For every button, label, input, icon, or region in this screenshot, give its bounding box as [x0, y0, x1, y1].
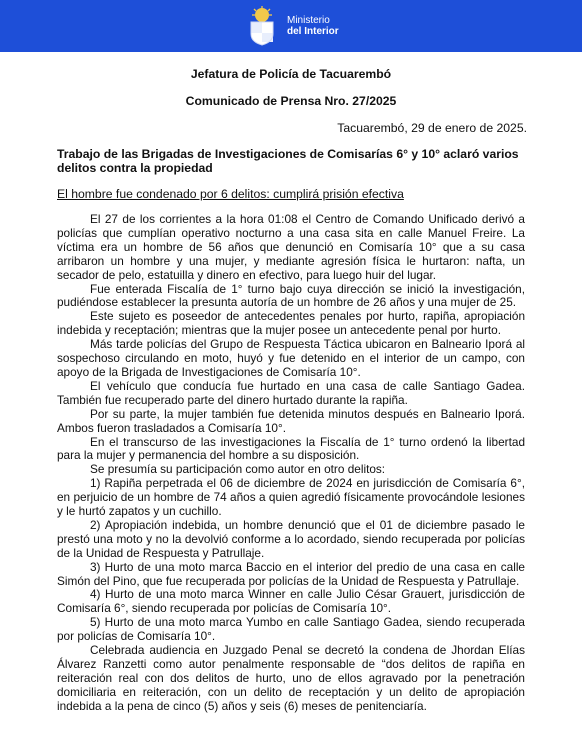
list-item: 2) Apropiación indebida, un hombre denunció que el 01 de diciembre pasado le prestó una moto y no la devolvió conforme a lo acordado, siendo recuperada por policías de la Unidad de Respuesta y Patrullaje.	[57, 517, 525, 560]
uruguay-coat-of-arms-icon	[245, 6, 279, 46]
header-banner	[0, 0, 582, 52]
body-text	[57, 213, 525, 714]
paragraph: El 27 de los corrientes a la hora 01:08 el Centro de Comando Unificado derivó a policías que cumplían operativo nocturno a una casa sita en calle Manuel Freire. La víctima era un hombre de 56 años que denunció en Comisaría 10° que a su casa arribaron un hombre y una mujer, y mediante agresión física le hurtaron: nafta, un secador de pelo, estatuilla y dinero en efectivo, para luego huir del lugar.	[57, 212, 525, 282]
paragraph: El vehículo que conducía fue hurtado en una casa de calle Santiago Gadea. También fue recuperado parte del dinero hurtado durante la rapiña.	[57, 378, 525, 407]
paragraph: Por su parte, la mujer también fue detenida minutos después en Balneario Iporá. Ambos fueron trasladados a Comisaría 10°.	[57, 406, 525, 435]
paragraph: Este sujeto es poseedor de antecedentes penales por hurto, rapiña, apropiación indebida y receptación; mientras que la mujer posee un antecedente penal por hurto.	[57, 309, 525, 338]
subtitle: El hombre fue condenado por 6 delitos: cumplirá prisión efectiva	[57, 187, 404, 201]
paragraph: Se presumía su participación como autor en otro delitos:	[90, 462, 386, 477]
place-date: Tacuarembó, 29 de enero de 2025.	[337, 121, 527, 135]
paragraph: En el transcurso de las investigaciones la Fiscalía de 1° turno ordenó la libertad para la mujer y permanencia del hombre a su disposición.	[57, 434, 525, 463]
paragraph: Celebrada audiencia en Juzgado Penal se decretó la condena de Jhordan Elías Álvarez Ranzetti como autor penalmente responsable de “dos delitos de rapiña en reiteración real con dos delitos de hurto, uno de ellos agravado por la penetración domiciliaria en reiteración, con un delito de receptación y un delito de apropiación indebida a la pena de cinco (5) años y seis (6) meses de penitenciaría.	[57, 643, 525, 713]
list-item: 4) Hurto de una moto marca Winner en calle Julio César Grauert, jurisdicción de Comisaría 6°, siendo recuperada por policías de Comisaría 10°.	[57, 587, 525, 616]
office-title: Jefatura de Policía de Tacuarembó	[190, 67, 392, 81]
ministry-logo-text	[287, 15, 339, 37]
ministry-line-1: Ministerio	[287, 15, 330, 26]
list-item: 3) Hurto de una moto marca Baccio en el interior del predio de una casa en calle Simón del Pino, que fue recuperada por policías de la Unidad de Respuesta y Patrullaje.	[57, 559, 525, 588]
list-item: 1) Rapiña perpetrada el 06 de diciembre de 2024 en jurisdicción de Comisaría 6°, en perjuicio de un hombre de 74 años a quien agredió físicamente provocándole lesiones y le hurtó zapatos y un cuchillo.	[57, 476, 525, 519]
list-item: 5) Hurto de una moto marca Yumbo en calle Santiago Gadea, siendo recuperada por policías de Comisaría 10°.	[57, 615, 525, 644]
headline: Trabajo de las Brigadas de Investigaciones de Comisarías 6° y 10° aclaró varios delitos contra la propiedad	[57, 147, 519, 175]
ministry-line-2: del Interior	[287, 26, 339, 37]
press-release-number: Comunicado de Prensa Nro. 27/2025	[185, 94, 397, 108]
paragraph: Más tarde policías del Grupo de Respuesta Táctica ubicaron en Balneario Iporá al sospechoso circulando en moto, huyó y fue detenido en el interior de un campo, con apoyo de la Brigada de Investigaciones de Comisaría 10°.	[57, 337, 525, 379]
paragraph: Fue enterada Fiscalía de 1° turno bajo cuya dirección se inició la investigación, pudiéndose establecer la presunta autoría de un hombre de 26 años y una mujer de 25.	[57, 281, 525, 310]
